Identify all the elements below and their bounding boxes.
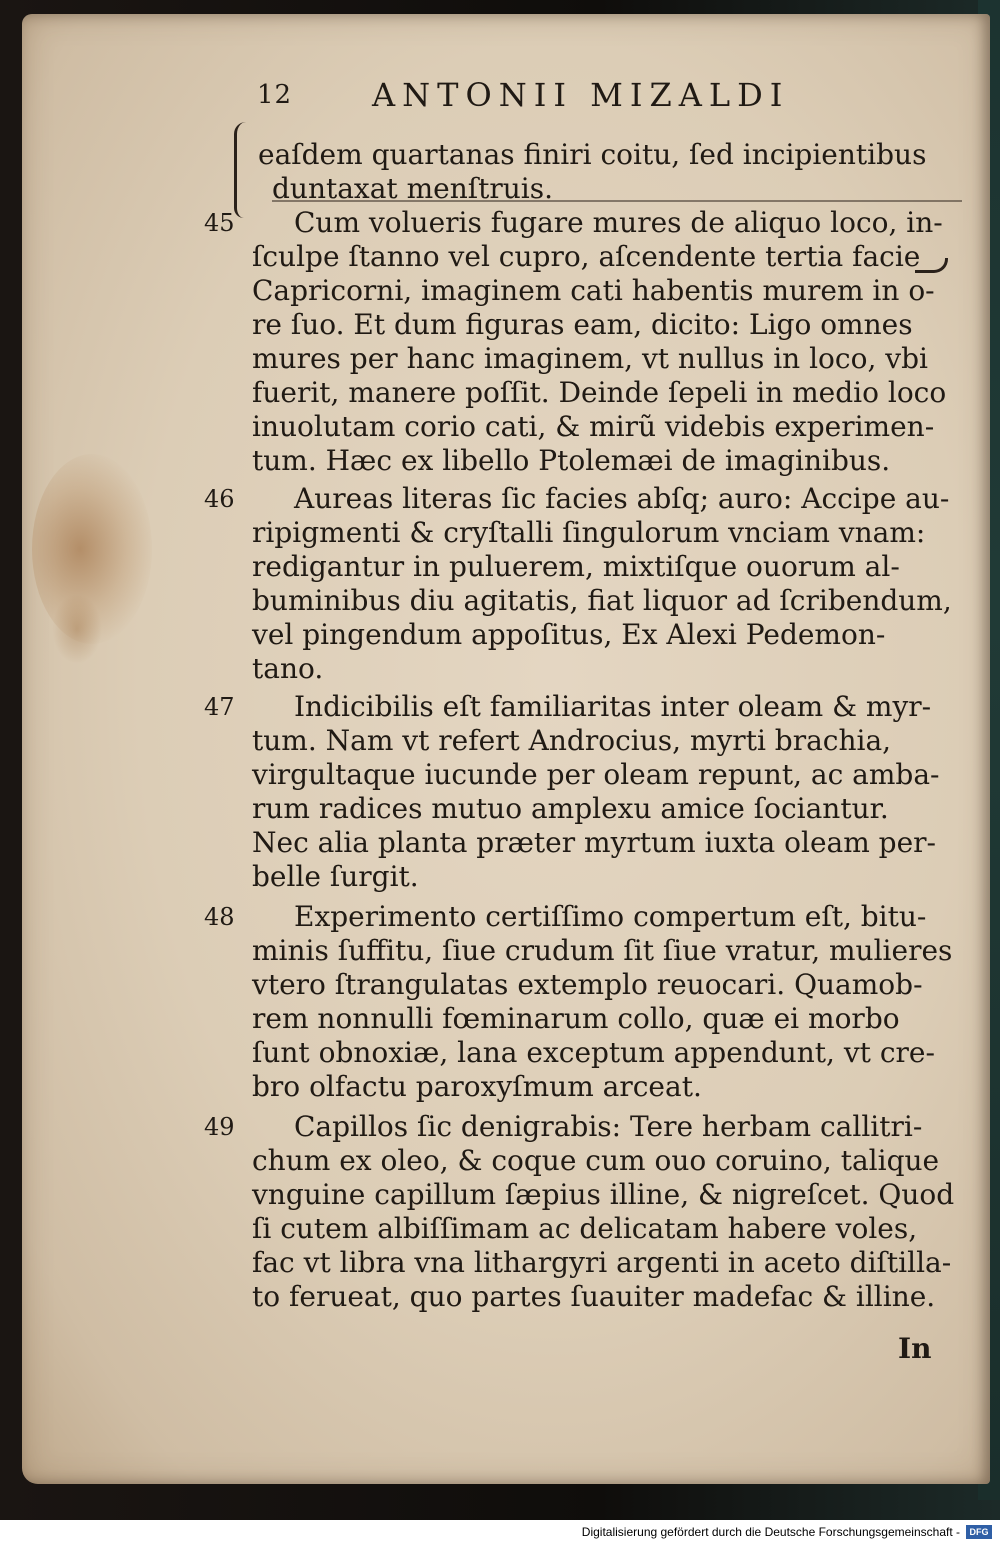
running-head: ANTONII MIZALDI [372, 76, 790, 114]
text-line: virgultaque iucunde per oleam repunt, ac amba- [252, 758, 940, 791]
text-line: re ſuo. Et dum figuras eam, dicito: Ligo omnes [252, 308, 913, 341]
text-line: Cum volueris fugare mures de aliquo loco, in- [294, 206, 943, 239]
text-line: ſi cutem albiſſimam ac delicatam habere voles, [252, 1212, 918, 1245]
text-line: duntaxat menſtruis. [272, 172, 553, 205]
page-text [22, 14, 990, 1484]
text-line: minis ſuffitu, ſiue crudum ſit ſiue vratur, mulieres [252, 934, 953, 967]
text-line: Indicibilis eſt familiaritas inter oleam & myr- [294, 690, 932, 723]
text-line: belle ſurgit. [252, 860, 419, 893]
text-line: vel pingendum appoſitus, Ex Alexi Pedemon- [252, 618, 886, 651]
entry-number: 49 [204, 1113, 235, 1141]
text-line: eaſdem quartanas finiri coitu, ſed incipientibus [258, 138, 927, 171]
text-line: Capricorni, imaginem cati habentis murem in o- [252, 274, 935, 307]
entry-number: 47 [204, 693, 235, 721]
entry-number: 45 [204, 209, 235, 237]
text-line: fuerit, manere poſſit. Deinde ſepeli in medio loco [252, 376, 947, 409]
text-line: rum radices mutuo amplexu amice ſociantur. [252, 792, 889, 825]
text-line: fac vt libra vna lithargyri argenti in aceto diſtilla- [252, 1246, 952, 1279]
text-line: vnguine capillum ſæpius illine, & nigreſcet. Quod [252, 1178, 955, 1211]
page-number: 12 [257, 80, 293, 110]
catchword: In [898, 1332, 932, 1365]
text-line: chum ex oleo, & coque cum ouo coruino, talique [252, 1144, 940, 1177]
text-line: tum. Nam vt refert Androcius, myrti brachia, [252, 724, 892, 757]
manuscript-bracket-mark [234, 122, 253, 218]
funding-credit: Digitalisierung gefördert durch die Deutsche Forschungsgemeinschaft - [581, 1525, 960, 1539]
text-line: ſunt obnoxiæ, lana exceptum appendunt, vt cre- [252, 1036, 935, 1069]
text-line: tano. [252, 652, 324, 685]
text-line: redigantur in puluerem, mixtiſque ouorum al- [252, 550, 900, 583]
text-line: buminibus diu agitatis, fiat liquor ad ſcribendum, [252, 584, 952, 617]
text-line: bro olfactu paroxyſmum arceat. [252, 1070, 702, 1103]
text-line: mures per hanc imaginem, vt nullus in loco, vbi [252, 342, 928, 375]
text-line: rem nonnulli fœminarum collo, quæ ei morbo [252, 1002, 900, 1035]
entry-number: 48 [204, 903, 235, 931]
text-line: inuolutam corio cati, & mirũ videbis experimen- [252, 410, 935, 443]
text-line: tum. Hæc ex libello Ptolemæi de imaginibus. [252, 444, 891, 477]
text-line: to ferueat, quo partes ſuauiter madefac & illine. [252, 1280, 936, 1313]
digitization-footer [0, 1520, 1000, 1543]
text-line: Experimento certiſſimo compertum eſt, bitu- [294, 900, 927, 933]
text-line: Capillos ſic denigrabis: Tere herbam callitri- [294, 1110, 923, 1143]
text-line: ripigmenti & cryſtalli ſingulorum vnciam vnam: [252, 516, 926, 549]
dfg-logo-icon: DFG [966, 1525, 992, 1539]
book-page [22, 14, 990, 1484]
text-line: ſculpe ſtanno vel cupro, aſcendente tertia facie [252, 240, 921, 273]
text-line: Nec alia planta præter myrtum iuxta oleam per- [252, 826, 937, 859]
manuscript-underline [272, 200, 962, 202]
entry-number: 46 [204, 485, 235, 513]
text-line: vtero ſtrangulatas extemplo reuocari. Quamob- [252, 968, 923, 1001]
text-line: Aureas literas ſic facies abſq; auro: Accipe au- [294, 482, 950, 515]
